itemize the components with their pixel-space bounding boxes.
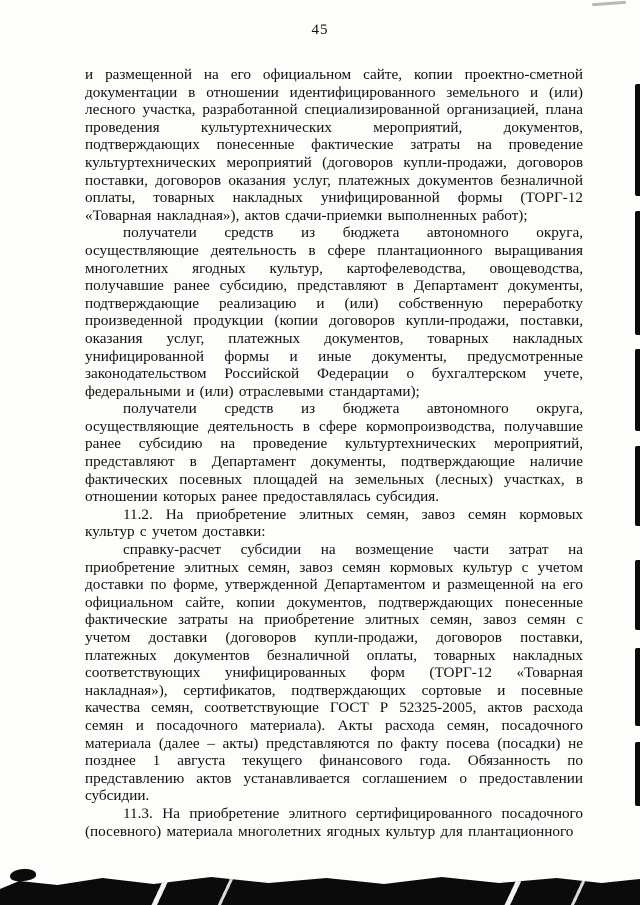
paragraph: получатели средств из бюджета автономного округа, осуществляющие деятельность в сфере плантационного выращивания многолетних ягодных культур, картофелеводства, овощеводства, получавшие ранее субсидию, представляют в Департамент документы, подтверждающие реализацию и (или) собственную переработку произведенной продукции (копии договоров купли-продажи, поставки, оказания услуг, платежных документов, товарных накладных унифицированной формы и иные документы, предусмотренные законодательством Российской Федерации о бухгалтерском учете, федеральными и (или) отраслевыми стандартами);	[85, 224, 583, 400]
scan-artifact-right-edge	[635, 648, 640, 726]
paragraph: справку-расчет субсидии на возмещение части затрат на приобретение элитных семян, завоз семян кормовых культур с учетом доставки по форме, утвержденной Департаментом и размещенной на его официальном сайте, копии документов, подтверждающих понесенные фактические затраты на приобретение элитных семян, завоз семян с учетом доставки (договоров купли-продажи, договоров поставки, платежных документов безналичной оплаты, товарных накладных соответствующих унифицированных форм (ТОРГ-12 «Товарная накладная»), сертификатов, подтверждающих сортовые и посевные качества семян, соответствующие ГОСТ Р 52325-2005, актов расхода семян и посадочного материала). Акты расхода семян, посадочного материала (далее – акты) представляются по факту посева (посадки) не позднее 1 августа текущего финансового года. Обязанность по представлению актов устанавливается соглашением о предоставлении субсидии.	[85, 541, 583, 805]
scan-artifact-right-edge	[635, 742, 640, 806]
scan-artifact-right-edge	[635, 211, 640, 335]
paragraph: 11.2. На приобретение элитных семян, завоз семян кормовых культур с учетом доставки:	[85, 505, 583, 541]
scan-artifact-right-edge	[635, 84, 640, 196]
scan-artifact-blob	[9, 867, 36, 883]
paragraph: 11.3. На приобретение элитного сертифицированного посадочного (посевного) материала многолетних ягодных культур для плантационного	[85, 804, 583, 840]
paragraph: и размещенной на его официальном сайте, копии проектно-сметной документации в отношении идентифицированного земельного и (или) лесного участка, разработанной специализированной организацией, плана проведения культуртехнических мероприятий, документов, подтверждающих понесенные фактические затраты на проведение культуртехнических мероприятий (договоров купли-продажи, договоров поставки, договоров оказания услуг, платежных документов безналичной оплаты, товарных накладных унифицированной формы (ТОРГ-12 «Товарная накладная»), актов сдачи-приемки выполненных работ);	[85, 66, 583, 224]
scan-artifact-right-edge	[635, 349, 640, 431]
scan-artifact-right-edge	[635, 446, 640, 526]
page-number: 45	[311, 22, 329, 38]
paragraph: получатели средств из бюджета автономного округа, осуществляющие деятельность в сфере кормопроизводства, получавшие ранее субсидию на проведение культуртехнических мероприятий, представляют в Департамент документы, подтверждающие наличие фактических посевных площадей на земельных (лесных) участках, в отношении которых ранее предоставлялась субсидия.	[85, 400, 583, 506]
scan-artifact-bottom-edge	[0, 875, 640, 905]
document-body	[85, 66, 583, 840]
scan-artifact-right-edge	[635, 560, 640, 630]
scan-artifact-corner	[592, 1, 626, 6]
